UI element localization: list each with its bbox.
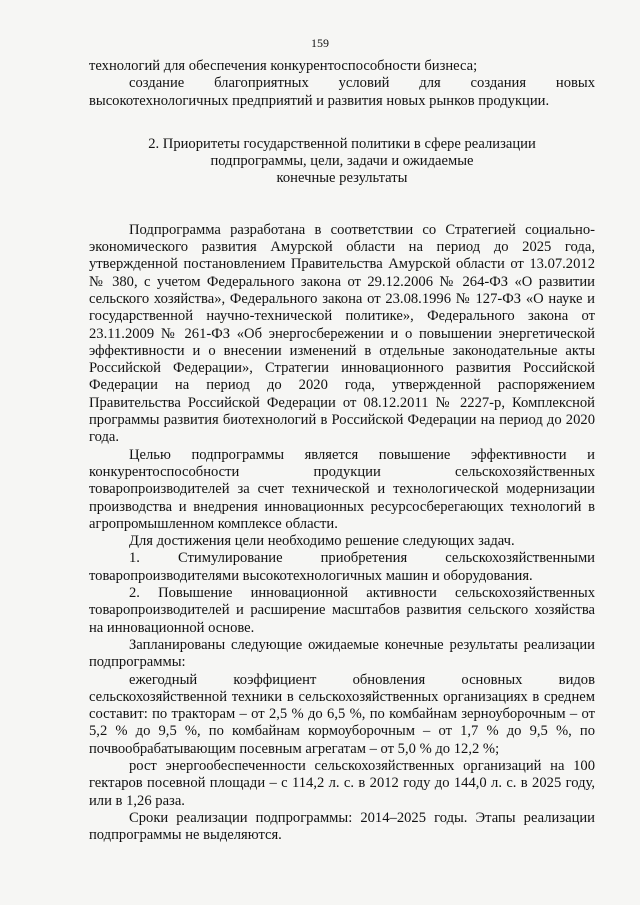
paragraph-task-1: 1. Стимулирование приобретения сельскохозяйственными товаропроизводителями высокотехнологичных машин и оборудования. <box>89 550 595 584</box>
intro-paragraph-2: создание благоприятных условий для создания новых высокотехнологичных предприятий и развития новых рынков продукции. <box>89 75 595 109</box>
paragraph-goal: Целью подпрограммы является повышение эффективности и конкурентоспособности продукции сельскохозяйственных товаропроизводителей за счет технической и технологической модернизации производства и внедрения инновационных ресурсосберегающих технологий в агропромышленном комплексе области. <box>89 446 595 532</box>
document-body <box>89 58 595 844</box>
paragraph-tasks-intro: Для достижения цели необходимо решение следующих задач. <box>129 533 515 550</box>
section-heading-line-1: 2. Приоритеты государственной политики в сфере реализации <box>148 135 536 152</box>
paragraph-legal-basis: Подпрограмма разработана в соответствии со Стратегией социально-экономического развития Амурской области на период до 2025 года, утвержденной постановлением Правительства Амурской области от 13.07.2012 № 380, с учетом Федерального закона от 29.12.2006 № 264-ФЗ «О развитии сельского хозяйства», Федерального закона от 23.08.1996 № 127-ФЗ «О науке и государственной научно-технической политике», Федерального закона от 23.11.2009 № 261-ФЗ «Об энергосбережении и о повышении энергетической эффективности и о внесении изменений в отдельные законодательные акты Российской Федерации», Стратегии инновационного развития Российской Федерации на период до 2020 года, утвержденной распоряжением Правительства Российской Федерации от 08.12.2011 № 2227-р, Комплексной программы развития биотехнологий в Российской Федерации на период до 2020 года. <box>89 221 595 446</box>
paragraph-task-2: 2. Повышение инновационной активности сельскохозяйственных товаропроизводителей и расширение масштабов развития сельского хозяйства на инновационной основе. <box>89 585 595 636</box>
section-heading-line-2: подпрограммы, цели, задачи и ожидаемые <box>210 153 474 170</box>
paragraph-timeline: Сроки реализации подпрограммы: 2014–2025 годы. Этапы реализации подпрограммы не выделяются. <box>89 809 595 844</box>
paragraph-results-intro: Запланированы следующие ожидаемые конечные результаты реализации подпрограммы: <box>89 636 595 671</box>
intro-line-1: технологий для обеспечения конкурентоспособности бизнеса; <box>89 58 478 74</box>
section-heading <box>89 136 595 188</box>
page-number: 159 <box>311 36 329 50</box>
section-heading-line-3: конечные результаты <box>276 170 408 187</box>
paragraph-result-energy: рост энергообеспеченности сельскохозяйственных организаций на 100 гектаров посевной площади – с 114,2 л. с. в 2012 году до 144,0 л. с. в 2025 году, или в 1,26 раза. <box>89 757 595 809</box>
paragraph-result-renewal: ежегодный коэффициент обновления основных видов сельскохозяйственной техники в сельскохозяйственных организациях в среднем составит: по тракторам – от 2,5 % до 6,5 %, по комбайнам зерноуборочным – от 5,2 % до 9,5 %, по комбайнам кормоуборочным – от 1,7 % до 9,5 %, по почвообрабатывающим посевным агрегатам – от 5,0 % до 12,2 %; <box>89 671 595 757</box>
